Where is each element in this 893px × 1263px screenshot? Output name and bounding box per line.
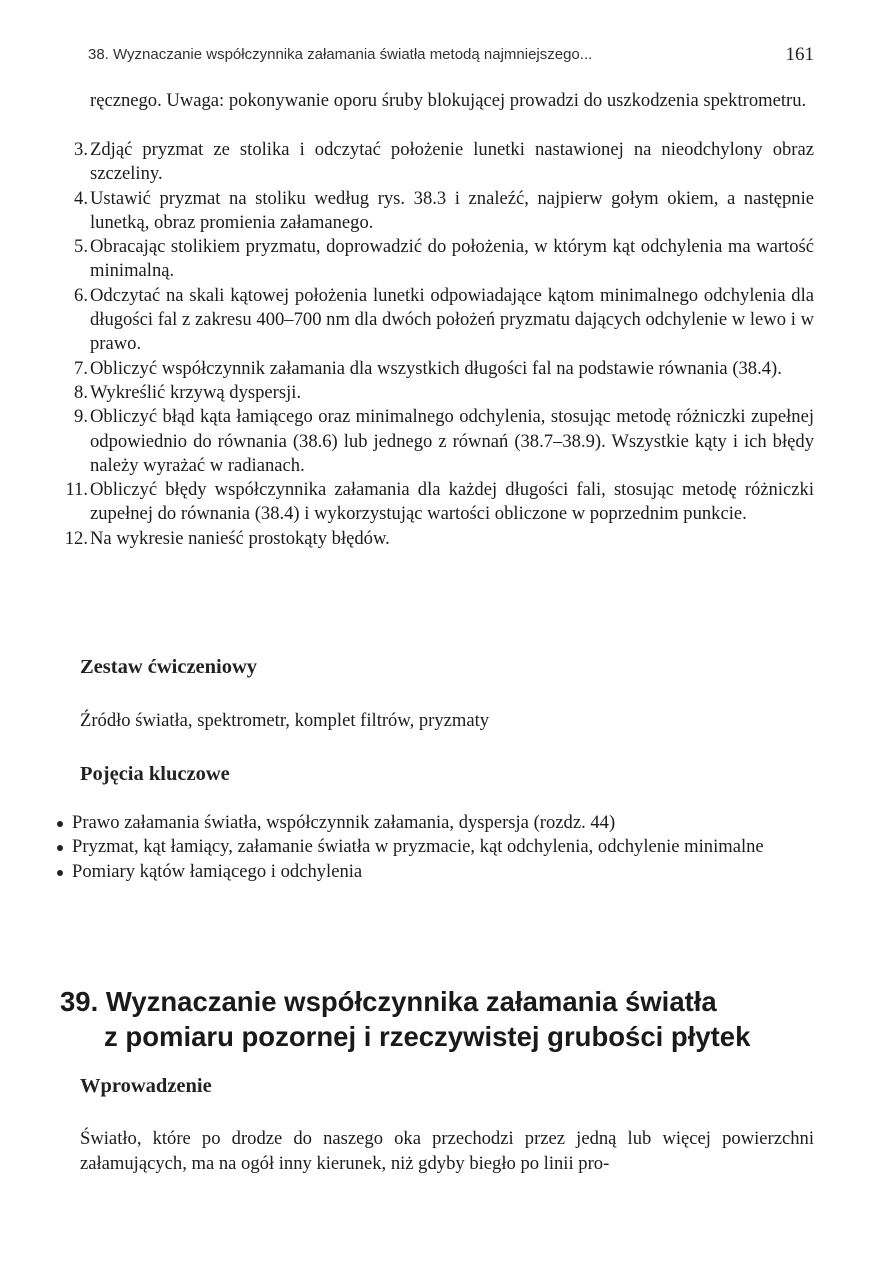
continuation-paragraph: ręcznego. Uwaga: pokonywanie oporu śruby blokującej prowadzi do uszkodzenia spektrometru. bbox=[90, 90, 807, 111]
step-item bbox=[60, 405, 814, 478]
running-title: 38. Wyznaczanie współczynnika załamania światła metodą najmniejszego... bbox=[88, 46, 593, 63]
step-item bbox=[60, 527, 814, 551]
step-text: Na wykresie nanieść prostokąty błędów. bbox=[90, 527, 390, 549]
step-item bbox=[60, 235, 814, 284]
procedure-steps bbox=[60, 138, 814, 551]
key-concepts-list bbox=[56, 811, 814, 884]
step-number: 6. bbox=[74, 284, 88, 306]
list-item bbox=[56, 860, 814, 884]
step-text: Obliczyć współczynnik załamania dla wszystkich długości fal na podstawie równania (38.4). bbox=[90, 357, 782, 379]
step-number: 7. bbox=[74, 357, 88, 379]
chapter-title-line-2: z pomiaru pozornej i rzeczywistej grubości płytek bbox=[104, 1021, 751, 1052]
step-text: Obracając stolikiem pryzmatu, doprowadzić do położenia, w którym kąt odchylenia ma wartość minimalną. bbox=[90, 236, 814, 282]
bullet-icon bbox=[57, 870, 63, 876]
list-item bbox=[56, 835, 814, 859]
introduction-heading: Wprowadzenie bbox=[80, 1075, 212, 1097]
step-text: Obliczyć błąd kąta łamiącego oraz minimalnego odchylenia, stosując metodę różniczki zupełnej odpowiednio do równania (38.6) lub jednego z równań (38.7–38.9). Wszystkie kąty i ich błędy należy wyrażać w radianach. bbox=[90, 406, 814, 476]
key-concepts-heading: Pojęcia kluczowe bbox=[80, 763, 230, 785]
step-number: 11. bbox=[65, 479, 88, 501]
step-number: 4. bbox=[74, 187, 88, 209]
equipment-heading: Zestaw ćwiczeniowy bbox=[80, 656, 258, 678]
running-header bbox=[88, 44, 814, 68]
step-text: Ustawić pryzmat na stoliku według rys. 38.3 i znaleźć, najpierw gołym okiem, a następnie lunetką, obraz promienia załamanego. bbox=[90, 187, 814, 233]
concept-text: Pomiary kątów łamiącego i odchylenia bbox=[72, 860, 363, 882]
step-number: 3. bbox=[74, 139, 88, 160]
step-number: 5. bbox=[74, 236, 88, 258]
step-item bbox=[60, 478, 814, 527]
step-item bbox=[60, 138, 814, 187]
chapter-title-line-1: 39. Wyznaczanie współczynnika załamania światła bbox=[60, 986, 717, 1017]
step-number: 12. bbox=[64, 527, 88, 549]
step-text: Odczytać na skali kątowej położenia lunetki odpowiadające kątom minimalnego odchylenia dla długości fal z zakresu 400–700 nm dla dwóch położeń pryzmatu dających odchylenie w lewo i w prawo. bbox=[90, 284, 814, 355]
concept-text: Pryzmat, kąt łamiący, załamanie światła w pryzmacie, kąt odchylenia, odchylenie minimalne bbox=[72, 836, 764, 858]
chapter-title bbox=[60, 984, 820, 1054]
equipment-text: Źródło światła, spektrometr, komplet filtrów, pryzmaty bbox=[80, 710, 490, 731]
step-item bbox=[60, 284, 814, 357]
page-number: 161 bbox=[785, 44, 814, 65]
step-item bbox=[60, 357, 814, 381]
bullet-icon bbox=[57, 821, 63, 827]
step-text: Wykreślić krzywą dyspersji. bbox=[90, 381, 302, 403]
introduction-text: Światło, które po drodze do naszego oka przechodzi przez jedną lub więcej powierzchni załamujących, ma na ogół inny kierunek, niż gdyby biegło po linii pro- bbox=[80, 1128, 814, 1174]
step-number: 9. bbox=[74, 406, 88, 428]
step-item bbox=[60, 381, 814, 405]
bullet-icon bbox=[57, 845, 63, 851]
step-text: Zdjąć pryzmat ze stolika i odczytać położenie lunetki nastawionej na nieodchylony obraz szczeliny. bbox=[90, 139, 814, 185]
step-text: Obliczyć błędy współczynnika załamania dla każdej długości fali, stosując metodę różniczki zupełnej do równania (38.4) i wykorzystując wartości obliczone w poprzednim punkcie. bbox=[90, 479, 814, 525]
concept-text: Prawo załamania światła, współczynnik załamania, dyspersja (rozdz. 44) bbox=[72, 812, 616, 833]
step-item bbox=[60, 187, 814, 236]
list-item bbox=[56, 811, 814, 835]
step-number: 8. bbox=[74, 381, 88, 403]
